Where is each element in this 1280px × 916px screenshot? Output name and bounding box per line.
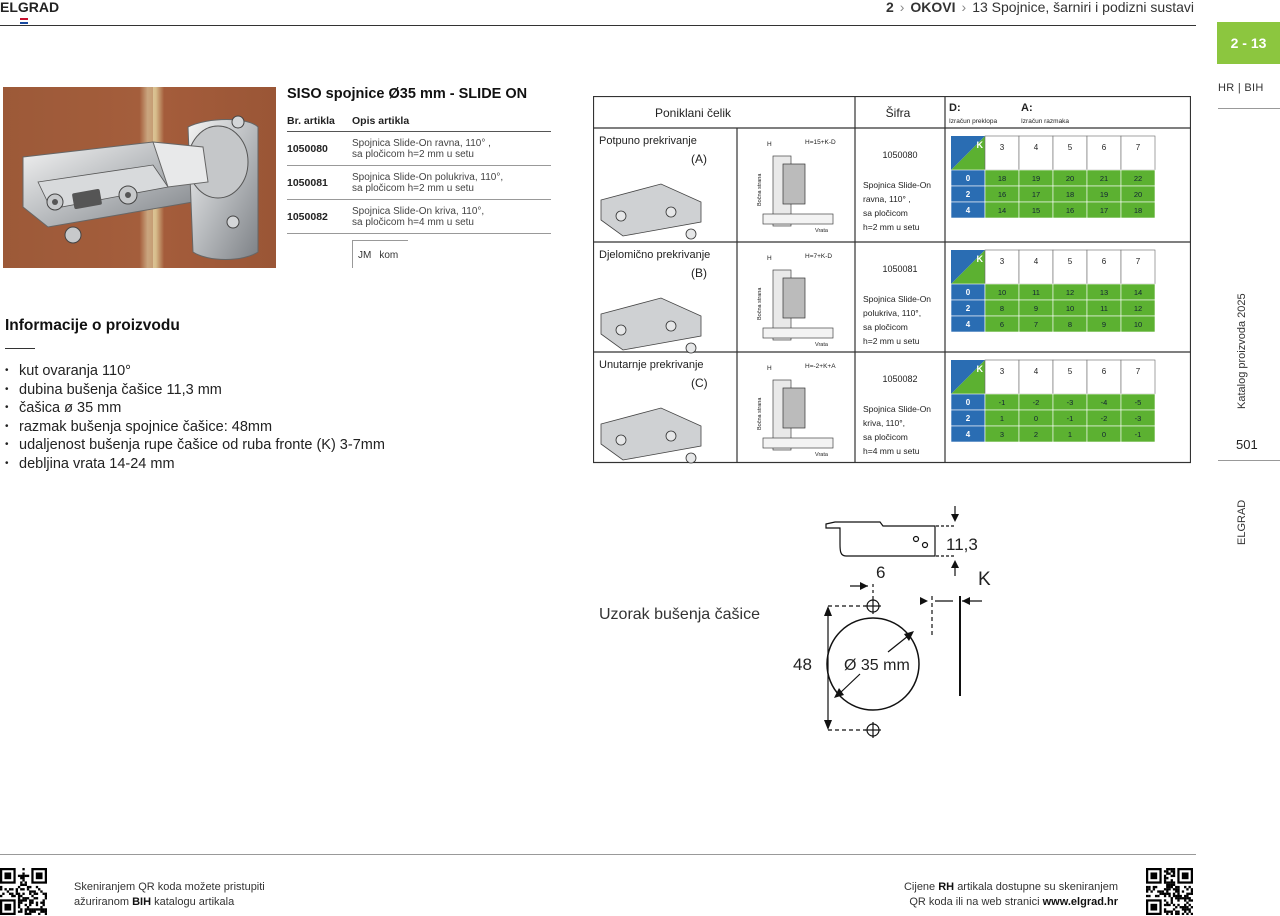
grid-value: 12	[1133, 304, 1143, 313]
info-title: Informacije o proizvodu	[5, 317, 180, 334]
hinge-screw-icon	[686, 343, 696, 353]
side-panel-label: Bočna strana	[757, 287, 763, 320]
sidebar-brand: ELGRAD	[1236, 499, 1248, 545]
chapter-name: OKOVI	[910, 0, 956, 15]
product-title: SISO spojnice Ø35 mm - SLIDE ON	[287, 86, 528, 102]
footer-note-left: Skeniranjem QR koda možete pristupiti ažuriranom BIH katalogu artikala	[74, 881, 265, 908]
k-header-cell	[1019, 136, 1053, 170]
dimension-h: H	[767, 365, 772, 372]
drill-pattern-label: Uzorak bušenja čašice	[599, 606, 760, 623]
d-value: 0	[965, 288, 971, 297]
k-header-cell	[1087, 360, 1121, 394]
grid-value: 10	[997, 288, 1007, 297]
grid-value: 10	[1133, 320, 1143, 329]
article-code: 1050081	[287, 166, 352, 200]
grid-value: 12	[1065, 288, 1075, 297]
article-description: Spojnica Slide-On polukriva, 110°, sa pločicom h=2 mm u setu	[352, 166, 551, 200]
grid-value: 3	[999, 430, 1005, 439]
unit-box	[352, 240, 408, 268]
article-description-line: Spojnica Slide-On	[863, 294, 932, 304]
offset-dimension: 6	[876, 563, 886, 582]
page-number: 501	[1236, 437, 1258, 452]
sidebar-divider	[1218, 108, 1280, 109]
overlay-type-name: Potpuno prekrivanje	[599, 135, 697, 147]
grid-value: 21	[1099, 174, 1109, 183]
table-row	[287, 200, 551, 234]
k-value: 5	[1067, 257, 1073, 266]
spec-header-code: Šifra	[885, 106, 911, 120]
hinge-screw-icon	[616, 325, 626, 335]
list-item: • dubina bušenja čašice 11,3 mm	[5, 381, 385, 400]
grid-value: 14	[997, 206, 1007, 215]
website-link[interactable]: www.elgrad.hr	[1042, 896, 1118, 908]
grid-value: -1	[1134, 430, 1142, 439]
grid-value: 13	[1099, 288, 1109, 297]
k-label: K	[976, 254, 983, 264]
overlay-formula: H=7+K-D	[805, 253, 833, 260]
article-description-line: sa pločicom	[863, 208, 908, 218]
grid-value: 1	[999, 414, 1005, 423]
k-value: 4	[1033, 257, 1039, 266]
footer-divider	[0, 854, 1196, 855]
grid-value: 18	[1133, 206, 1143, 215]
hinge-sketch	[601, 298, 701, 350]
overlay-type-letter: (B)	[691, 266, 707, 280]
grid-value: -2	[1032, 398, 1040, 407]
article-description-line: polukriva, 110°,	[863, 308, 922, 318]
d-value: 2	[965, 414, 971, 423]
article-code: 1050082	[287, 200, 352, 234]
grid-value: 16	[1065, 206, 1075, 215]
k-header-cell	[1019, 360, 1053, 394]
overlay-type-letter: (C)	[691, 376, 708, 390]
hinge-sketch	[601, 408, 701, 460]
k-header-cell	[985, 136, 1019, 170]
grid-value: 19	[1031, 174, 1041, 183]
hinge-screw-icon	[666, 431, 676, 441]
dimension-h: H	[767, 255, 772, 262]
k-dimension: K	[978, 569, 991, 590]
k-header-cell	[1053, 136, 1087, 170]
article-code: 1050081	[882, 264, 918, 274]
article-description-line: sa pločicom	[863, 432, 908, 442]
catalog-label: Katalog proizvoda 2025	[1236, 293, 1248, 409]
grid-value: 1	[1067, 430, 1073, 439]
grid-value: -3	[1134, 414, 1142, 423]
product-photo	[3, 87, 276, 268]
door-label: Vrata	[815, 452, 828, 458]
grid-value: -5	[1134, 398, 1142, 407]
list-item: • razmak bušenja spojnice čašice: 48mm	[5, 418, 385, 437]
hinge-screw-icon	[686, 229, 696, 239]
list-item: • kut ovaranja 110°	[5, 362, 385, 381]
article-description-line: h=2 mm u setu	[863, 222, 920, 232]
unit-label: JM	[358, 250, 372, 261]
k-header-cell	[1087, 136, 1121, 170]
k-header-cell	[1053, 250, 1087, 284]
article-description: Spojnica Slide-On ravna, 110° , sa pločicom h=2 mm u setu	[352, 132, 551, 166]
brand-logo: ELGRAD	[0, 0, 60, 15]
d-value: 4	[965, 320, 971, 329]
article-description-line: h=2 mm u setu	[863, 336, 920, 346]
spacing-dimension: 48	[793, 655, 812, 674]
d-value: 4	[965, 206, 971, 215]
side-panel-label: Bočna strana	[757, 397, 763, 430]
article-description-line: sa pločicom	[863, 322, 908, 332]
k-header-cell	[1053, 360, 1087, 394]
chapter-number: 2	[885, 0, 894, 15]
k-header-cell	[1121, 136, 1155, 170]
k-header-cell	[1087, 250, 1121, 284]
hinge-side-sketch	[783, 388, 805, 428]
article-description-line: kriva, 110°,	[863, 418, 905, 428]
language-label: HR | BIH	[1218, 82, 1264, 94]
side-panel-label: Bočna strana	[757, 173, 763, 206]
chevron-right-icon: ›	[961, 0, 967, 15]
hinge-screw-icon	[616, 211, 626, 221]
grid-value: 11	[1100, 304, 1108, 313]
door-label: Vrata	[815, 228, 828, 234]
table-row	[287, 166, 551, 200]
d-value: 2	[965, 190, 971, 199]
grid-value: 20	[1065, 174, 1075, 183]
k-value: 6	[1101, 367, 1107, 376]
article-description-line: ravna, 110° ,	[863, 194, 911, 204]
grid-value: 11	[1032, 288, 1040, 297]
k-header-cell	[1019, 250, 1053, 284]
section-number: 13	[972, 0, 988, 15]
grid-value: 0	[1101, 430, 1107, 439]
door-sketch	[763, 328, 833, 338]
hinge-side-sketch	[783, 278, 805, 318]
grid-value: 17	[1099, 206, 1109, 215]
dimension-h: H	[767, 141, 772, 148]
grid-value: 19	[1099, 190, 1109, 199]
k-value: 7	[1135, 257, 1141, 266]
grid-value: 18	[1065, 190, 1075, 199]
k-value: 7	[1135, 367, 1141, 376]
k-label: K	[976, 140, 983, 150]
grid-value: 0	[1033, 414, 1039, 423]
hinge-sketch	[601, 184, 701, 236]
grid-value: 9	[1101, 320, 1107, 329]
k-header-cell	[1121, 250, 1155, 284]
sidebar-divider	[1218, 460, 1280, 461]
k-value: 7	[1135, 143, 1141, 152]
grid-value: -2	[1100, 414, 1108, 423]
d-value: 2	[965, 304, 971, 313]
hinge-screw-icon	[686, 453, 696, 463]
d-value: 0	[965, 398, 971, 407]
grid-value: 2	[1033, 430, 1039, 439]
grid-value: -4	[1100, 398, 1108, 407]
grid-value: -3	[1066, 398, 1074, 407]
flag-icon	[20, 18, 28, 24]
section-name: Spojnice, šarniri i podizni sustavi	[991, 0, 1194, 15]
list-item: • debljina vrata 14-24 mm	[5, 455, 385, 474]
k-value: 3	[999, 143, 1005, 152]
product-table	[287, 112, 551, 234]
spec-header-d: D:	[949, 102, 961, 114]
grid-value: 14	[1133, 288, 1143, 297]
article-code: 1050080	[882, 150, 918, 160]
k-label: K	[976, 364, 983, 374]
article-code: 1050080	[287, 132, 352, 166]
table-row	[287, 132, 551, 166]
hinge-screw-icon	[666, 207, 676, 217]
overlay-formula: H=15+K-D	[805, 139, 836, 146]
footer-note-right: Cijene RH artikala dostupne su skeniranjem QR koda ili na web stranici www.elgrad.hr	[903, 881, 1118, 908]
depth-dimension: 11,3	[946, 535, 978, 554]
article-description-line: Spojnica Slide-On	[863, 404, 932, 414]
k-header-cell	[1121, 360, 1155, 394]
qr-code-bih[interactable]	[0, 868, 47, 915]
grid-value: 18	[997, 174, 1007, 183]
qr-code-rh[interactable]	[1146, 868, 1193, 915]
article-description-line: Spojnica Slide-On	[863, 180, 932, 190]
list-item: • čašica ø 35 mm	[5, 399, 385, 418]
hinge-side-sketch	[783, 164, 805, 204]
hinge-screw-icon	[616, 435, 626, 445]
k-value: 3	[999, 367, 1005, 376]
info-divider	[5, 348, 35, 349]
grid-value: -1	[1066, 414, 1074, 423]
diameter-dimension: Ø 35 mm	[844, 657, 910, 674]
overlay-type-name: Unutarnje prekrivanje	[599, 359, 704, 371]
k-value: 3	[999, 257, 1005, 266]
header-divider	[0, 25, 1196, 26]
door-label: Vrata	[815, 342, 828, 348]
door-sketch	[763, 438, 833, 448]
column-header-description: Opis artikla	[352, 112, 551, 132]
article-code: 1050082	[882, 374, 918, 384]
breadcrumb	[886, 0, 1194, 15]
info-list	[5, 362, 385, 474]
column-header-code: Br. artikla	[287, 112, 352, 132]
hinge-illustration	[3, 87, 276, 268]
door-sketch	[763, 214, 833, 224]
k-value: 4	[1033, 367, 1039, 376]
overlay-formula: H=-2+K+A	[805, 363, 836, 370]
grid-value: 9	[1033, 304, 1039, 313]
overlay-type-name: Djelomično prekrivanje	[599, 249, 711, 261]
grid-value: 15	[1031, 206, 1041, 215]
article-description-line: h=4 mm u setu	[863, 446, 920, 456]
article-description: Spojnica Slide-On kriva, 110°, sa pločicom h=4 mm u setu	[352, 200, 551, 234]
unit-value: kom	[379, 250, 399, 261]
spec-header-a-sub: Izračun razmaka	[1021, 118, 1070, 125]
d-value: 4	[965, 430, 971, 439]
spec-table	[593, 96, 1191, 464]
spec-header-d-sub: Izračun preklopa	[949, 118, 998, 125]
drill-pattern-diagram	[780, 498, 1010, 748]
grid-value: 17	[1031, 190, 1041, 199]
k-value: 6	[1101, 257, 1107, 266]
grid-value: 10	[1065, 304, 1075, 313]
list-item: • udaljenost bušenja rupe čašice od ruba fronte (K) 3-7mm	[5, 436, 385, 455]
k-value: 5	[1067, 143, 1073, 152]
spec-header-material: Poniklani čelik	[654, 106, 732, 120]
k-value: 5	[1067, 367, 1073, 376]
grid-value: 22	[1133, 174, 1143, 183]
chevron-right-icon: ›	[899, 0, 905, 15]
grid-value: 6	[999, 320, 1005, 329]
grid-value: 8	[999, 304, 1005, 313]
hinge-screw-icon	[666, 321, 676, 331]
grid-value: 16	[997, 190, 1007, 199]
grid-value: 20	[1133, 190, 1143, 199]
d-value: 0	[965, 174, 971, 183]
spec-header-a: A:	[1021, 102, 1033, 114]
overlay-type-letter: (A)	[691, 152, 707, 166]
grid-value: -1	[998, 398, 1006, 407]
grid-value: 7	[1033, 320, 1039, 329]
chapter-tab[interactable]: 2 - 13	[1217, 22, 1280, 64]
grid-value: 8	[1067, 320, 1073, 329]
k-value: 4	[1033, 143, 1039, 152]
k-header-cell	[985, 250, 1019, 284]
k-header-cell	[985, 360, 1019, 394]
k-value: 6	[1101, 143, 1107, 152]
